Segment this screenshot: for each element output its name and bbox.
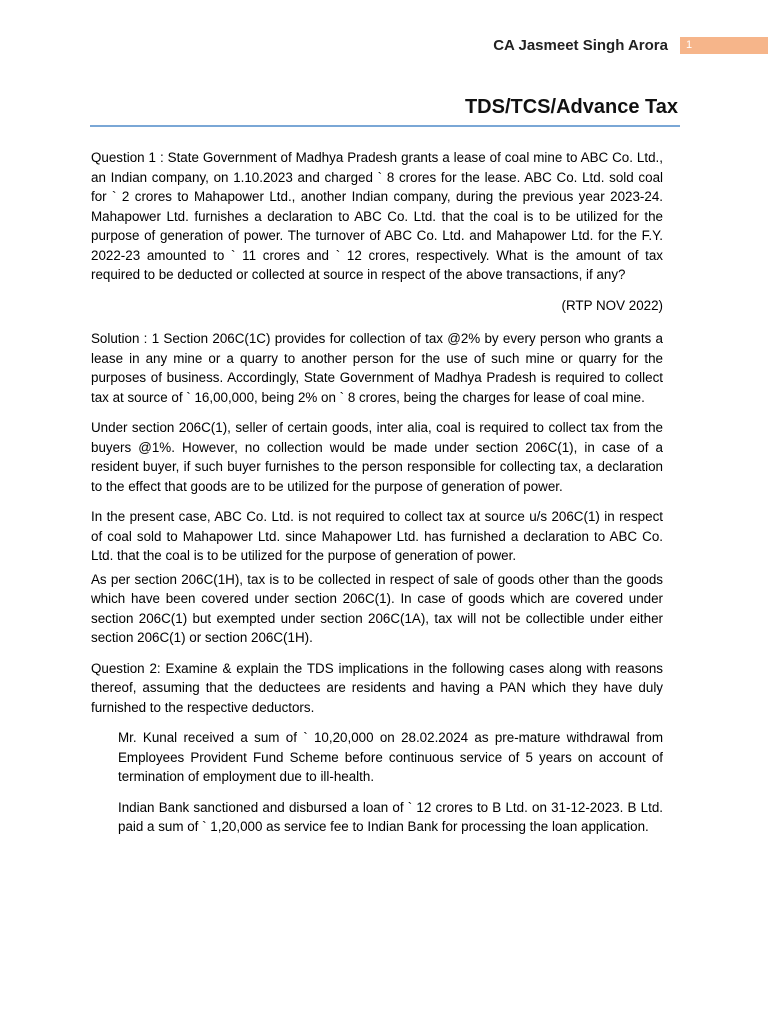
solution-1-paragraph-1: Solution : 1 Section 206C(1C) provides for collection of tax @2% by every person who grants a lease in any mine or a quarry to another person for the use of such mine or quarry for the purposes of business. Accordingly, State Government of Madhya Pradesh is required to collect tax at source of ` 16,00,000, being 2% on ` 8 crores, being the charges for lease of coal mine. [91,331,663,405]
question-2-case-1: Mr. Kunal received a sum of ` 10,20,000 on 28.02.2024 as pre-mature withdrawal from Employees Provident Fund Scheme before continuous service of 5 years on account of termination of employment due to ill-health. [118,730,663,784]
title-divider [90,125,680,127]
document-body [91,148,663,848]
question-2: Question 2: Examine & explain the TDS implications in the following cases along with reasons thereof, assuming that the deductees are residents and having a PAN which they have duly furnished to the respective deductors. [91,660,663,715]
page-title: TDS/TCS/Advance Tax [464,96,678,118]
header-author: CA Jasmeet Singh Arora [493,37,668,54]
solution-1-paragraph-3: In the present case, ABC Co. Ltd. is not required to collect tax at source u/s 206C(1) in respect of coal sold to Mahapower Ltd. since Mahapower Ltd. has furnished a declaration to ABC Co. Ltd. that the coal is to be utilized for the purpose of generation of power. [91,509,663,563]
page-number: 1 [680,37,768,54]
solution-1-paragraph-2: Under section 206C(1), seller of certain goods, inter alia, coal is required to collect tax from the buyers @1%. However, no collection would be made under section 206C(1), in case of a resident buyer, if such buyer furnishes to the person responsible for collecting tax, a declaration to the effect that goods are to be utilized for the purpose of generation of power. [91,420,663,494]
question-1: Question 1 : State Government of Madhya Pradesh grants a lease of coal mine to ABC Co. Ltd., an Indian company, on 1.10.2023 and charged ` 8 crores for the lease. ABC Co. Ltd. sold coal for ` 2 crores to Mahapower Ltd., another Indian company, during the previous year 2023-24. Mahapower Ltd. furnishes a declaration to ABC Co. Ltd. that the coal is to be utilized for the purpose of generation of power. The turnover of ABC Co. Ltd. and Mahapower Ltd. for the F.Y. 2022-23 amounted to ` 11 crores and ` 12 crores, respectively. What is the amount of tax required to be deducted or collected at source in respect of the above transactions, if any? [91,150,663,282]
solution-1-paragraph-4: As per section 206C(1H), tax is to be collected in respect of sale of goods other than the goods which have been covered under section 206C(1). In case of goods which are covered under section 206C(1) but exempted under section 206C(1A), tax will not be collectible under either section 206C(1) or section 206C(1H). [91,571,663,645]
question-1-reference: (RTP NOV 2022) [561,297,663,313]
question-2-case-2: Indian Bank sanctioned and disbursed a loan of ` 12 crores to B Ltd. on 31-12-2023. B Ltd. paid a sum of ` 1,20,000 as service fee to Indian Bank for processing the loan application. [118,799,663,834]
